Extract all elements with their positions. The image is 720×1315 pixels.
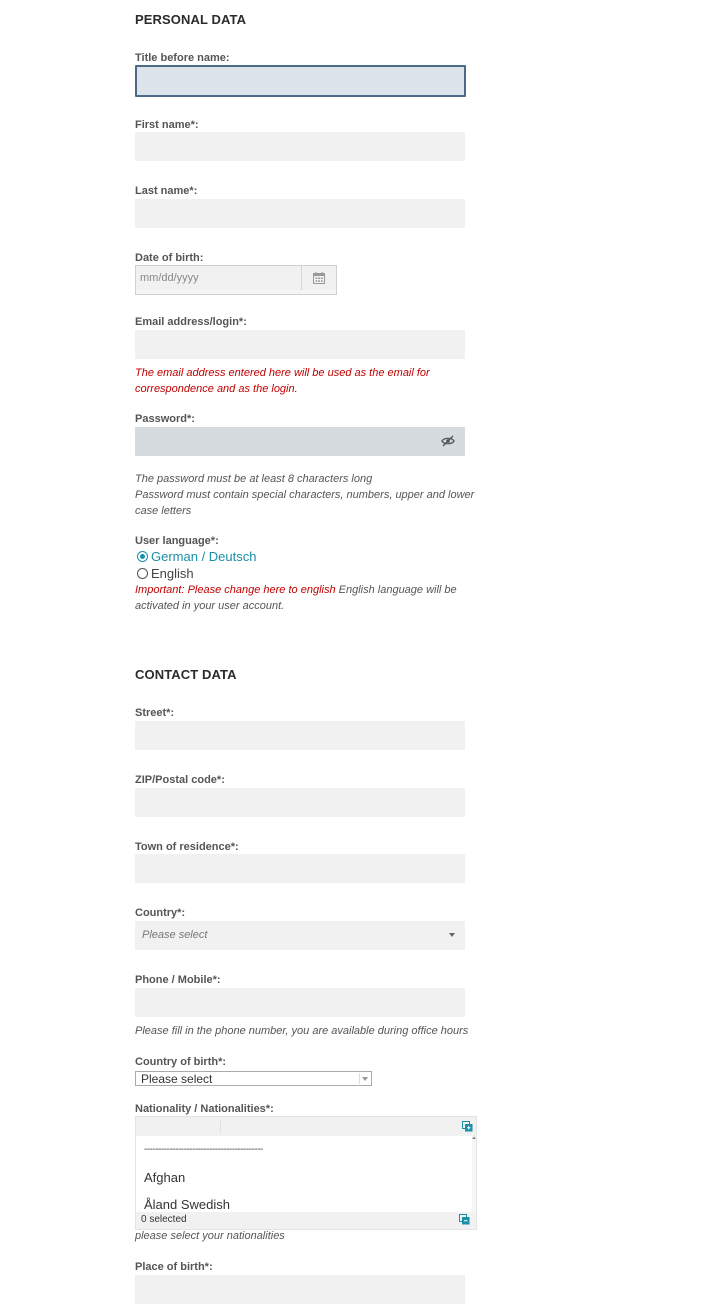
dob-placeholder: mm/dd/yyyy bbox=[140, 272, 199, 284]
nationality-option-afghan[interactable]: Afghan bbox=[144, 1170, 186, 1185]
language-note-important: Important: Please change here to english bbox=[135, 584, 336, 596]
country-label: Country*: bbox=[135, 907, 186, 919]
deselect-all-icon[interactable] bbox=[459, 1214, 470, 1225]
country-select-value: Please select bbox=[142, 929, 208, 941]
language-note bbox=[135, 583, 475, 614]
language-label: User language*: bbox=[135, 535, 219, 547]
town-input[interactable] bbox=[135, 854, 465, 883]
title-label: Title before name: bbox=[135, 52, 230, 64]
password-note-2: Password must contain special characters, numbers, upper and lower case letters bbox=[135, 489, 475, 517]
select-divider bbox=[359, 1073, 360, 1084]
language-option-german[interactable] bbox=[137, 549, 257, 564]
personal-data-heading: PERSONAL DATA bbox=[135, 12, 247, 27]
country-of-birth-label: Country of birth*: bbox=[135, 1056, 227, 1068]
email-input[interactable] bbox=[135, 330, 465, 359]
nationality-option-separator[interactable]: ------------------------------------------ bbox=[144, 1144, 263, 1155]
chevron-down-icon bbox=[362, 1077, 368, 1081]
phone-input[interactable] bbox=[135, 988, 465, 1017]
phone-label: Phone / Mobile*: bbox=[135, 974, 221, 986]
zip-label: ZIP/Postal code*: bbox=[135, 774, 225, 786]
first-name-label: First name*: bbox=[135, 119, 199, 131]
password-note-1: The password must be at least 8 characters long bbox=[135, 473, 373, 485]
town-label: Town of residence*: bbox=[135, 841, 239, 853]
nationality-selected-count: 0 selected bbox=[141, 1214, 187, 1225]
radio-icon[interactable] bbox=[137, 568, 148, 579]
nationality-multiselect[interactable] bbox=[135, 1116, 477, 1230]
last-name-input[interactable] bbox=[135, 199, 465, 228]
country-of-birth-value: Please select bbox=[141, 1072, 213, 1086]
radio-selected-icon[interactable] bbox=[137, 551, 148, 562]
last-name-label: Last name*: bbox=[135, 185, 198, 197]
email-label: Email address/login*: bbox=[135, 316, 247, 328]
language-option-english[interactable] bbox=[137, 566, 194, 581]
phone-note: Please fill in the phone number, you are available during office hours bbox=[135, 1025, 469, 1037]
language-note-rest: English language will be activated in your user account. bbox=[135, 584, 457, 612]
contact-data-heading: CONTACT DATA bbox=[135, 667, 237, 682]
country-select[interactable] bbox=[135, 921, 465, 950]
street-label: Street*: bbox=[135, 707, 175, 719]
first-name-input[interactable] bbox=[135, 132, 465, 161]
dob-input[interactable] bbox=[136, 266, 302, 290]
title-input[interactable] bbox=[135, 65, 466, 97]
chevron-down-icon bbox=[449, 933, 455, 937]
calendar-icon bbox=[313, 272, 325, 284]
select-all-icon[interactable] bbox=[462, 1121, 473, 1132]
dob-label: Date of birth: bbox=[135, 252, 204, 264]
nationality-option-aland-swedish[interactable]: Åland Swedish bbox=[144, 1197, 230, 1212]
place-of-birth-label: Place of birth*: bbox=[135, 1261, 213, 1273]
dob-field[interactable] bbox=[135, 265, 337, 295]
zip-input[interactable] bbox=[135, 788, 465, 817]
nationality-footer bbox=[136, 1212, 476, 1229]
calendar-button[interactable] bbox=[302, 266, 336, 290]
nationality-options-list[interactable] bbox=[136, 1136, 472, 1212]
password-input[interactable] bbox=[135, 427, 465, 456]
language-option-label: German / Deutsch bbox=[151, 549, 257, 564]
scrollbar[interactable] bbox=[472, 1136, 476, 1212]
language-option-label: English bbox=[151, 566, 194, 581]
street-input[interactable] bbox=[135, 721, 465, 750]
nationality-search-bar[interactable] bbox=[136, 1117, 476, 1135]
nationality-label: Nationality / Nationalities*: bbox=[135, 1103, 274, 1115]
password-label: Password*: bbox=[135, 413, 195, 425]
eye-slash-icon[interactable] bbox=[441, 435, 455, 447]
scroll-up-icon[interactable] bbox=[472, 1136, 476, 1140]
nationality-note: please select your nationalities bbox=[135, 1230, 285, 1242]
country-of-birth-select[interactable] bbox=[135, 1071, 372, 1086]
email-note: The email address entered here will be used as the email for correspondence and as the login. bbox=[135, 367, 430, 395]
place-of-birth-input[interactable] bbox=[135, 1275, 465, 1304]
